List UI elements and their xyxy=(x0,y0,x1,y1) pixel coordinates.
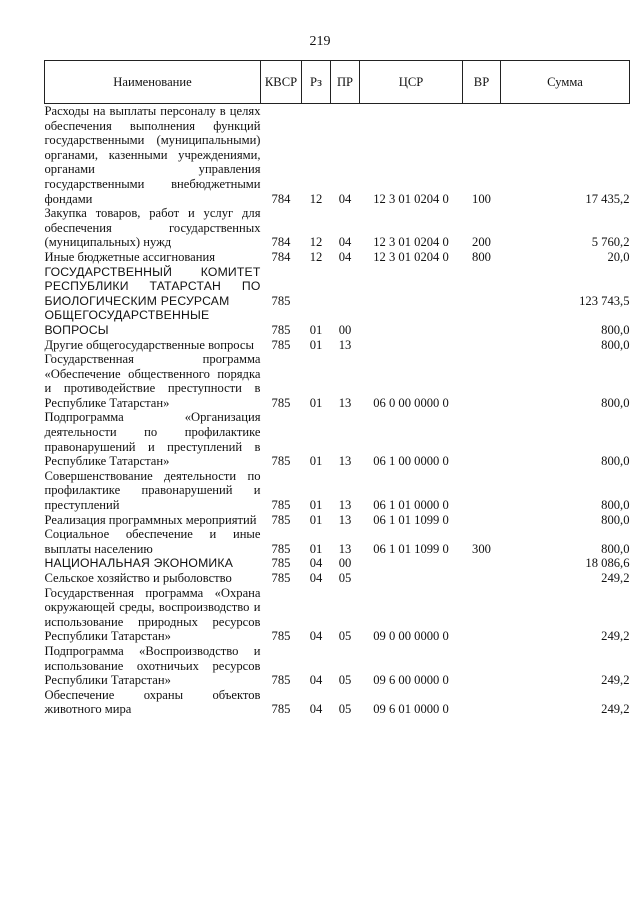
cell-sum: 800,0 xyxy=(601,322,630,337)
cell-kvsr: 785 xyxy=(271,454,291,469)
cell-csr xyxy=(360,338,463,353)
cell-pr: 04 xyxy=(338,249,352,264)
cell-name: Государственная программа «Охрана окружающей среды, воспроизводство и использование природных ресурсов Республики Татарстан» xyxy=(44,585,261,644)
cell-sum: 249,2 xyxy=(601,673,630,688)
cell-pr: 13 xyxy=(338,454,352,469)
cell-name: Другие общегосударственные вопросы xyxy=(44,337,254,352)
cell-vr: 100 xyxy=(472,191,491,206)
table-row xyxy=(45,644,630,688)
cell-csr: 09 6 00 0000 0 xyxy=(373,673,449,688)
cell-name: НАЦИОНАЛЬНАЯ ЭКОНОМИКА xyxy=(44,556,234,571)
cell-csr: 06 1 01 1099 0 xyxy=(373,541,449,556)
cell-vr xyxy=(463,469,501,513)
table-row xyxy=(45,556,630,571)
cell-csr xyxy=(360,308,463,337)
cell-name: Совершенствование деятельности по профилактике правонарушений и преступлений xyxy=(44,468,261,513)
cell-sum: 800,0 xyxy=(601,395,630,410)
cell-rz: 01 xyxy=(309,454,323,469)
cell-pr: 05 xyxy=(338,629,352,644)
cell-name: Социальное обеспечение и иные выплаты населению xyxy=(44,527,261,556)
cell-kvsr: 785 xyxy=(271,673,291,688)
column-header-sum: Сумма xyxy=(501,61,630,104)
cell-vr: 200 xyxy=(472,235,491,250)
cell-pr: 04 xyxy=(338,235,352,250)
cell-csr: 06 1 00 0000 0 xyxy=(373,454,449,469)
cell-sum: 17 435,2 xyxy=(585,191,630,206)
cell-name: Реализация программных мероприятий xyxy=(44,512,257,527)
cell-csr xyxy=(360,265,463,309)
page-number: 219 xyxy=(309,34,331,49)
cell-csr: 06 1 01 1099 0 xyxy=(373,512,449,527)
cell-pr: 13 xyxy=(338,337,352,352)
cell-sum: 123 743,5 xyxy=(579,293,630,308)
cell-name: Подпрограмма «Организация деятельности по профилактике правонарушений и преступлений в Республике Татарстан» xyxy=(44,410,261,469)
cell-kvsr: 785 xyxy=(271,629,291,644)
table-row xyxy=(45,469,630,513)
cell-name: Сельское хозяйство и рыболовство xyxy=(44,571,232,585)
cell-vr xyxy=(463,308,501,337)
cell-vr xyxy=(463,586,501,644)
cell-name: Государственная программа «Обеспечение общественного порядка и противодействие преступности в Республике Татарстан» xyxy=(44,352,261,410)
cell-kvsr: 784 xyxy=(271,191,291,206)
column-header-pr: ПР xyxy=(331,61,360,104)
cell-name: ГОСУДАРСТВЕННЫЙ КОМИТЕТ РЕСПУБЛИКИ ТАТАРСТАН ПО БИОЛОГИЧЕСКИМ РЕСУРСАМ xyxy=(44,264,261,308)
cell-vr xyxy=(463,410,501,468)
table-row xyxy=(45,338,630,353)
cell-kvsr: 785 xyxy=(271,293,291,308)
cell-vr xyxy=(463,688,501,717)
cell-kvsr: 785 xyxy=(271,512,291,527)
cell-vr xyxy=(463,644,501,688)
cell-name: Обеспечение охраны объектов животного мира xyxy=(44,687,261,717)
table-body xyxy=(45,104,630,717)
cell-sum: 249,2 xyxy=(601,629,630,644)
table-row xyxy=(45,527,630,556)
cell-name: Расходы на выплаты персоналу в целях обеспечения выполнения функций государственными (муниципальными) органами, казенными учреждениями, органами управления государственными внебюджетными фондами xyxy=(44,104,261,206)
cell-sum: 800,0 xyxy=(601,454,630,469)
table-row xyxy=(45,571,630,586)
cell-rz: 01 xyxy=(309,498,323,513)
cell-kvsr: 784 xyxy=(271,249,291,264)
cell-pr: 00 xyxy=(338,322,352,337)
cell-vr: 800 xyxy=(472,249,491,264)
table-row xyxy=(45,265,630,309)
cell-csr xyxy=(360,571,463,586)
cell-vr xyxy=(463,265,501,309)
cell-pr: 13 xyxy=(338,498,352,513)
cell-pr: 05 xyxy=(338,702,352,717)
cell-rz: 01 xyxy=(309,512,323,527)
cell-rz: 01 xyxy=(309,322,323,337)
table-header-row xyxy=(45,61,630,104)
cell-csr: 09 0 00 0000 0 xyxy=(373,629,449,644)
cell-rz: 04 xyxy=(309,673,323,688)
column-header-csr: ЦСР xyxy=(360,61,463,104)
cell-sum: 800,0 xyxy=(601,512,630,527)
cell-rz: 01 xyxy=(309,337,323,352)
cell-rz: 04 xyxy=(309,702,323,717)
table-row xyxy=(45,688,630,717)
cell-rz: 04 xyxy=(309,629,323,644)
cell-pr: 04 xyxy=(338,191,352,206)
budget-table xyxy=(44,60,630,717)
table-row xyxy=(45,586,630,644)
table-row xyxy=(45,206,630,250)
cell-kvsr: 785 xyxy=(271,395,291,410)
cell-vr xyxy=(463,571,501,586)
table-row xyxy=(45,410,630,468)
cell-rz xyxy=(302,265,331,309)
cell-rz: 12 xyxy=(309,249,323,264)
cell-kvsr: 785 xyxy=(271,556,291,571)
column-header-name: Наименование xyxy=(45,61,261,104)
cell-pr: 13 xyxy=(338,541,352,556)
cell-name: Иные бюджетные ассигнования xyxy=(44,249,216,264)
cell-name: Закупка товаров, работ и услуг для обеспечения государственных (муниципальных) нужд xyxy=(44,206,261,250)
cell-csr: 12 3 01 0204 0 xyxy=(373,235,449,250)
cell-rz: 12 xyxy=(309,191,323,206)
cell-pr: 13 xyxy=(338,512,352,527)
cell-kvsr: 785 xyxy=(271,322,291,337)
cell-vr xyxy=(463,338,501,353)
cell-sum: 249,2 xyxy=(601,702,630,717)
cell-kvsr: 785 xyxy=(271,571,291,585)
cell-rz: 12 xyxy=(309,235,323,250)
table-row xyxy=(45,308,630,337)
cell-kvsr: 785 xyxy=(271,541,291,556)
cell-csr: 06 0 00 0000 0 xyxy=(373,395,449,410)
cell-sum: 5 760,2 xyxy=(591,235,630,250)
cell-csr xyxy=(360,556,463,571)
table-row xyxy=(45,352,630,410)
column-header-kvsr: КВСР xyxy=(261,61,302,104)
cell-vr xyxy=(463,513,501,528)
cell-sum: 18 086,6 xyxy=(585,556,630,571)
column-header-rz: Рз xyxy=(302,61,331,104)
cell-sum: 800,0 xyxy=(601,498,630,513)
cell-csr: 12 3 01 0204 0 xyxy=(373,191,449,206)
cell-sum: 800,0 xyxy=(601,337,630,352)
cell-kvsr: 785 xyxy=(271,702,291,717)
cell-pr: 05 xyxy=(338,571,352,585)
cell-sum: 249,2 xyxy=(601,571,630,585)
table-row xyxy=(45,250,630,265)
cell-rz: 01 xyxy=(309,541,323,556)
cell-csr: 06 1 01 0000 0 xyxy=(373,498,449,513)
cell-pr: 13 xyxy=(338,395,352,410)
cell-kvsr: 784 xyxy=(271,235,291,250)
cell-pr: 05 xyxy=(338,673,352,688)
cell-pr xyxy=(331,265,360,309)
cell-sum: 800,0 xyxy=(601,541,630,556)
cell-vr xyxy=(463,556,501,571)
cell-csr: 12 3 01 0204 0 xyxy=(373,249,449,264)
cell-name: Подпрограмма «Воспроизводство и использование охотничьих ресурсов Республики Татарстан» xyxy=(44,643,261,688)
cell-name: ОБЩЕГОСУДАРСТВЕННЫЕ ВОПРОСЫ xyxy=(44,308,210,337)
cell-rz: 04 xyxy=(309,571,323,585)
cell-pr: 00 xyxy=(338,556,352,571)
cell-kvsr: 785 xyxy=(271,498,291,513)
column-header-vr: ВР xyxy=(463,61,501,104)
cell-rz: 01 xyxy=(309,395,323,410)
cell-rz: 04 xyxy=(309,556,323,571)
table-row xyxy=(45,104,630,207)
cell-kvsr: 785 xyxy=(271,337,291,352)
cell-vr xyxy=(463,352,501,410)
cell-csr: 09 6 01 0000 0 xyxy=(373,702,449,717)
table-row xyxy=(45,513,630,528)
cell-vr: 300 xyxy=(472,541,491,556)
cell-sum: 20,0 xyxy=(607,249,630,264)
